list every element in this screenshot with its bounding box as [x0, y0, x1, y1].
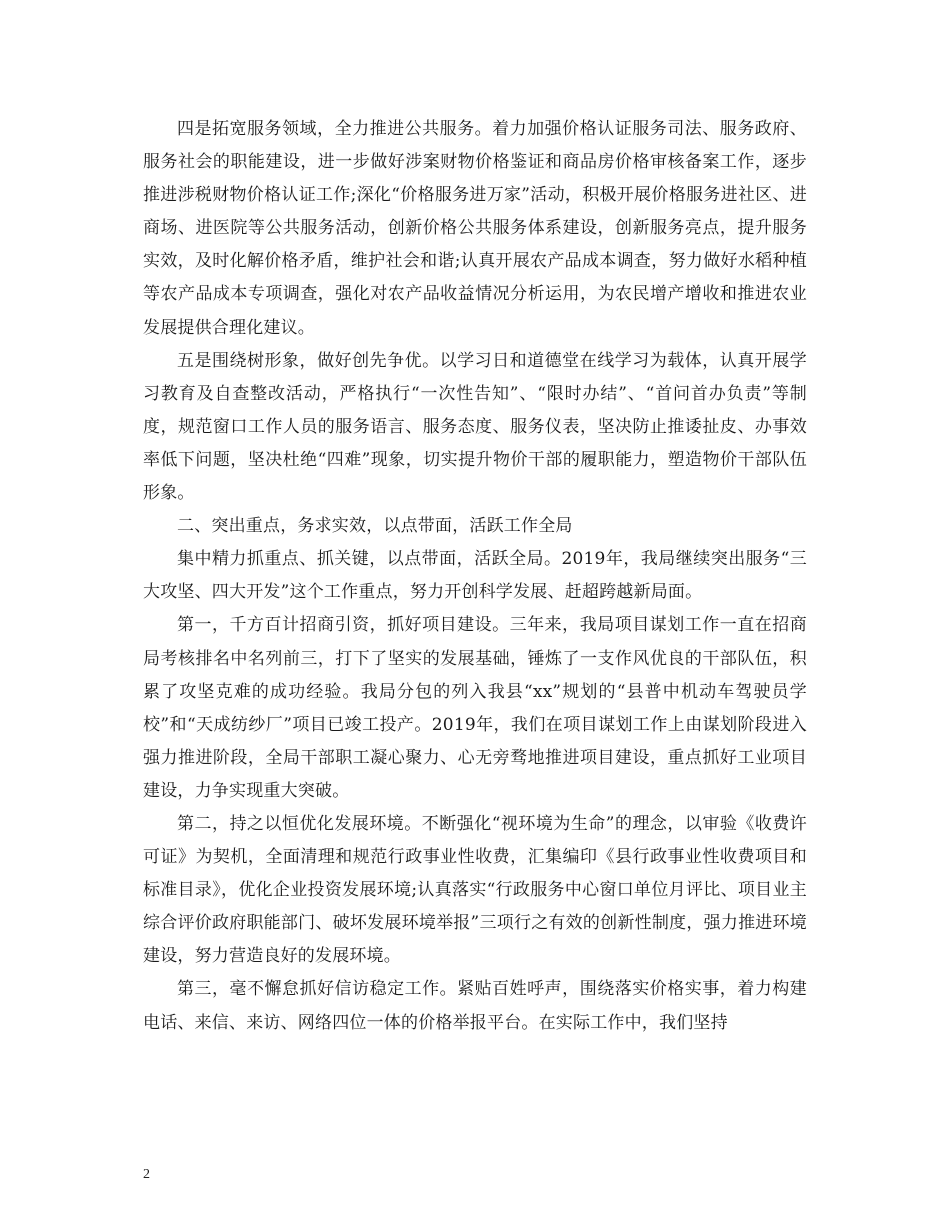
paragraph-petition-stability: 第三，毫不懈怠抓好信访稳定工作。紧贴百姓呼声，围绕落实价格实事，着力构建电话、来信、来访、网络四位一体的价格举报平台。在实际工作中，我们坚持 — [143, 979, 807, 1033]
page-number: 2 — [143, 1167, 150, 1182]
paragraph-image-building: 五是围绕树形象，做好创先争优。以学习日和道德堂在线学习为载体，认真开展学习教育及自查整改活动，严格执行“一次性告知”、“限时办结”、“首问首办负责”等制度，规范窗口工作人员的服务语言、服务态度、服务仪表，坚决防止推诿扯皮、办事效率低下问题，坚决杜绝“四难”现象，切实提升物价干部的履职能力，塑造物价干部队伍形象。 — [143, 350, 807, 504]
paragraph-environment: 第二，持之以恒优化发展环境。不断强化“视环境为生命”的理念，以审验《收费许可证》为契机，全面清理和规范行政事业性收费，汇集编印《县行政事业性收费项目和标准目录》，优化企业投资发展环境;认真落实“行政服务中心窗口单位月评比、项目业主综合评价政府职能部门、破坏发展环境举报”三项行之有效的创新性制度，强力推进环境建设，努力营造良好的发展环境。 — [143, 813, 807, 967]
paragraph-service-areas: 四是拓宽服务领域，全力推进公共服务。着力加强价格认证服务司法、服务政府、服务社会的职能建设，进一步做好涉案财物价格鉴证和商品房价格审核备案工作，逐步推进涉税财物价格认证工作;深化“价格服务进万家”活动，积极开展价格服务进社区、进商场、进医院等公共服务活动，创新价格公共服务体系建设，创新服务亮点，提升服务实效，及时化解价格矛盾，维护社会和谐;认真开展农产品成本调查，努力做好水稻种植等农产品成本专项调查，强化对农产品收益情况分析运用，为农民增产增收和推进农业发展提供合理化建议。 — [143, 119, 807, 338]
paragraph-investment-projects: 第一，千方百计招商引资，抓好项目建设。三年来，我局项目谋划工作一直在招商局考核排名中名列前三，打下了坚实的发展基础，锤炼了一支作风优良的干部队伍，积累了攻坚克难的成功经验。我局分包的列入我县“xx”规划的“县普中机动车驾驶员学校”和“天成纺纱厂”项目已竣工投产。2019年，我们在项目谋划工作上由谋划阶段进入强力推进阶段，全局干部职工凝心聚力、心无旁骛地推进项目建设，重点抓好工业项目建设，力争实现重大突破。 — [143, 615, 807, 801]
section-heading-key-points: 二、突出重点，务求实效，以点带面，活跃工作全局 — [177, 516, 573, 537]
document-body — [143, 113, 807, 1040]
paragraph-focus-overview: 集中精力抓重点、抓关键，以点带面，活跃全局。2019年，我局继续突出服务“三大攻坚、四大开发”这个工作重点，努力开创科学发展、赶超跨越新局面。 — [143, 549, 807, 603]
